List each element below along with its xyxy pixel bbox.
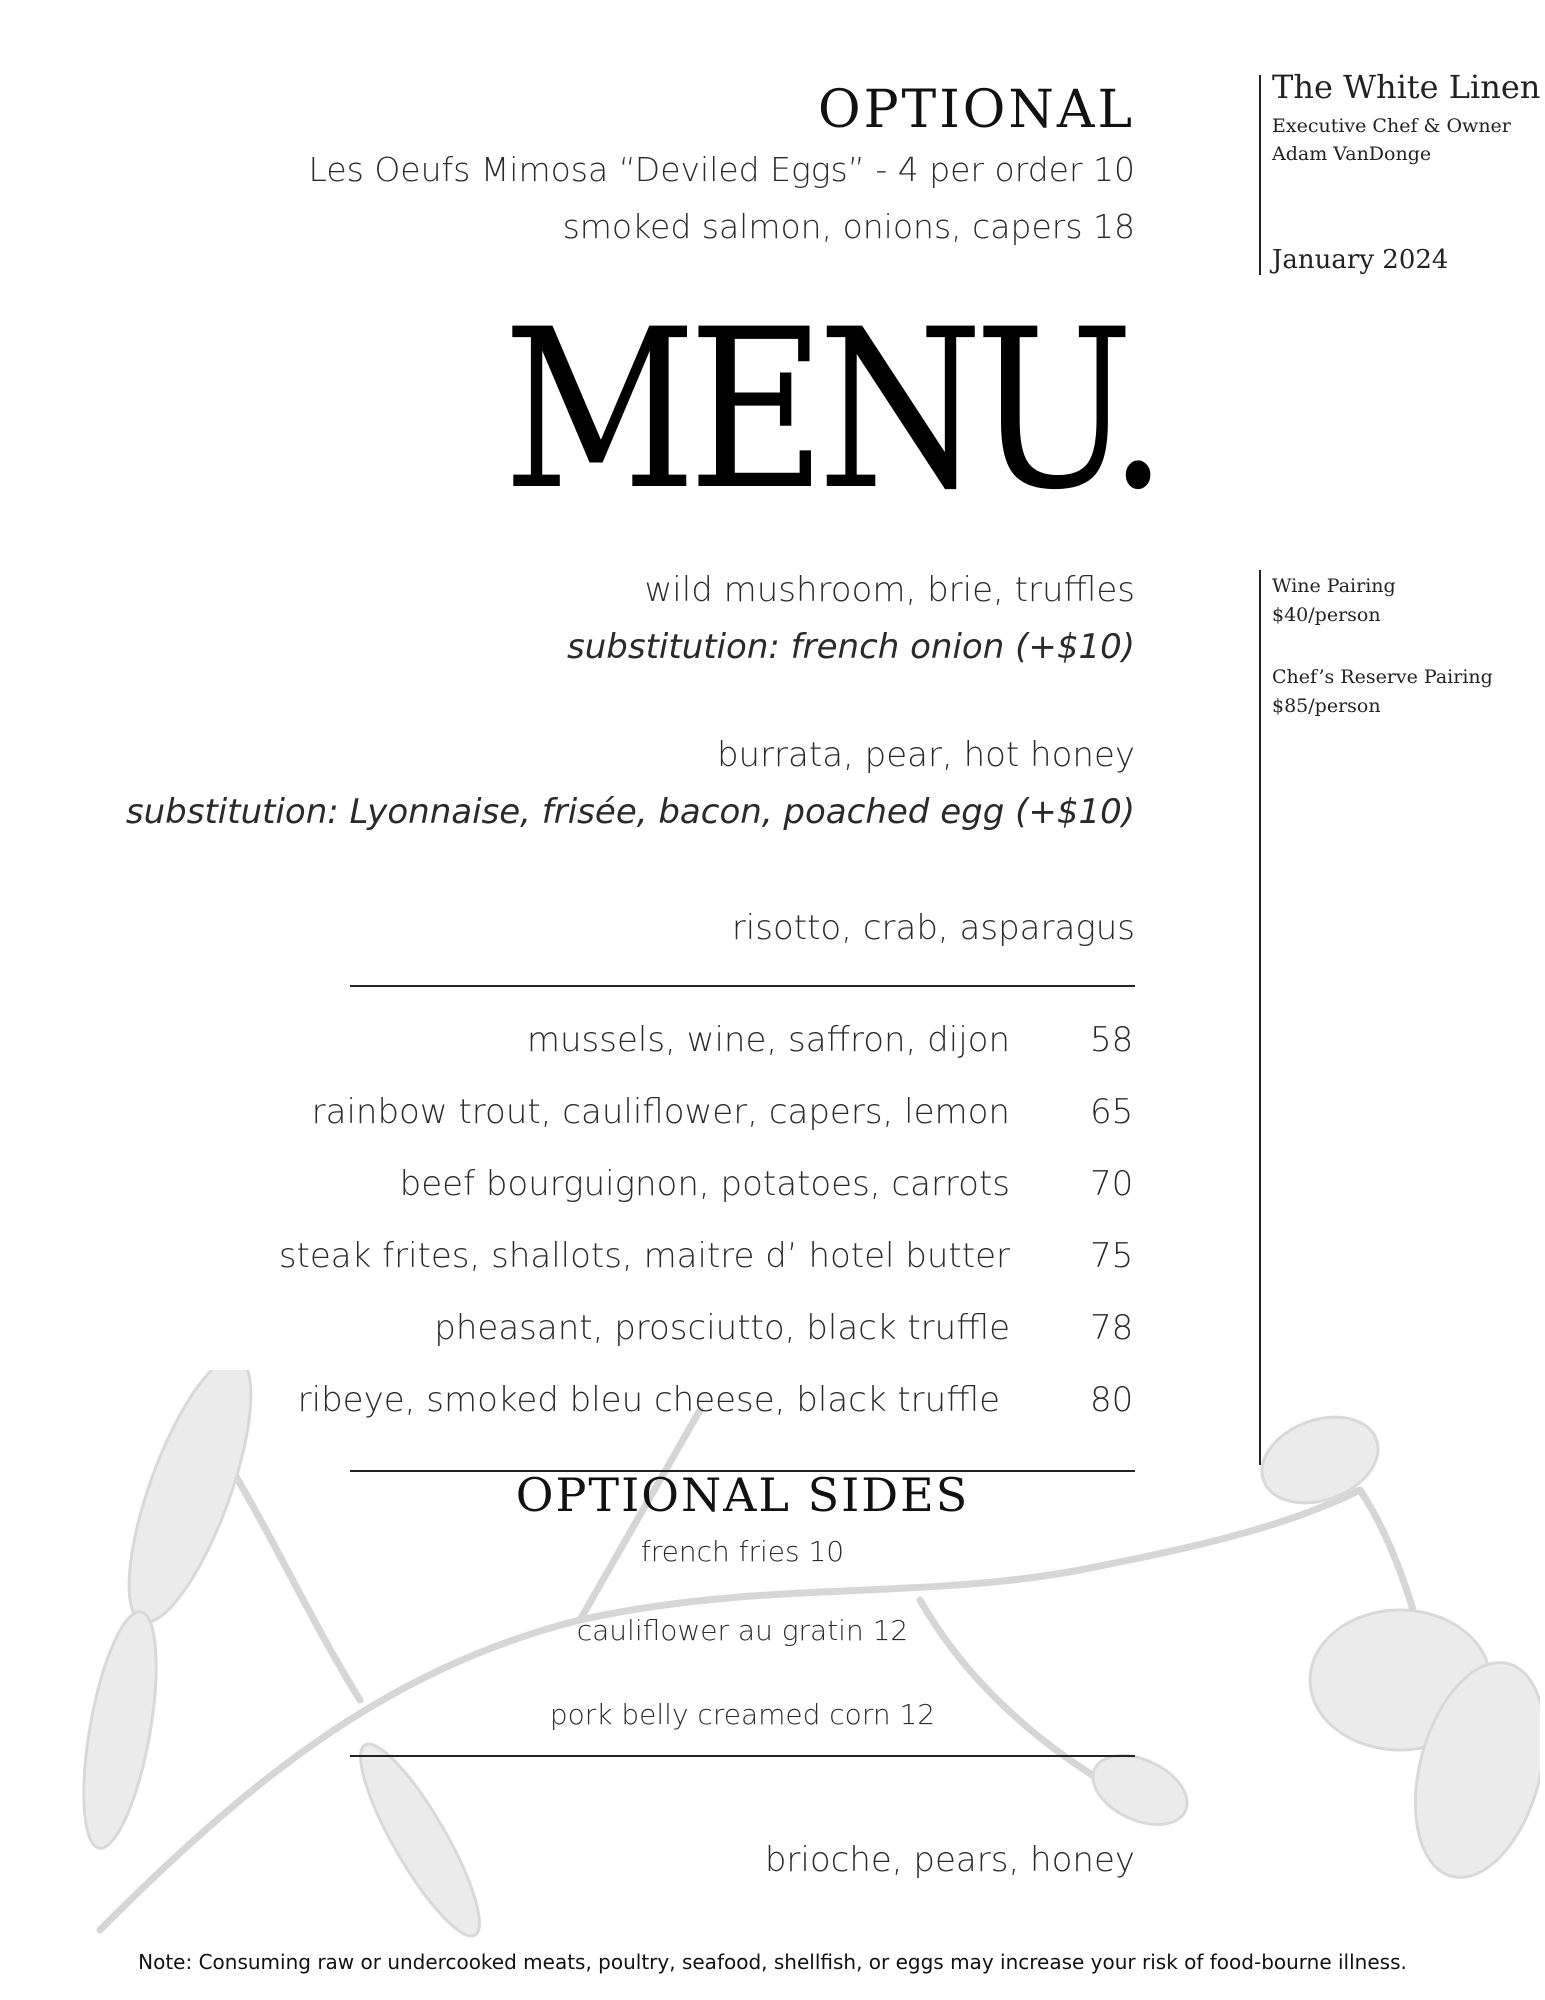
entree-item-name: pheasant, prosciutto, black truffle (434, 1308, 1010, 1348)
entree-item-name: steak frites, shallots, maitre d’ hotel butter (278, 1236, 1010, 1276)
dessert-item: brioche, pears, honey (764, 1840, 1135, 1880)
sidebar-divider-main (1259, 570, 1261, 1465)
side-item: french fries 10 (640, 1535, 845, 1568)
entree-item-price: 58 (1090, 1020, 1134, 1060)
course-second-substitution: substitution: Lyonnaise, frisée, bacon, poached egg (+$10) (125, 792, 1135, 832)
entree-item-name: rainbow trout, cauliflower, capers, lemon (311, 1092, 1010, 1132)
optional-sides-heading: OPTIONAL SIDES (515, 1468, 970, 1522)
entree-item-price: 78 (1090, 1308, 1134, 1348)
entree-item-price: 70 (1090, 1164, 1134, 1204)
menu-date: January 2024 (1272, 245, 1449, 275)
optional-item-smoked-salmon: smoked salmon, onions, capers 18 (562, 207, 1135, 246)
chef-title: Executive Chef & Owner (1272, 115, 1511, 137)
divider-before-entrees (350, 985, 1135, 987)
entree-item-price: 80 (1090, 1380, 1134, 1420)
course-second: burrata, pear, hot honey (716, 735, 1135, 775)
menu-title: MENU. (503, 282, 1160, 538)
wine-pairing-label: Wine Pairing (1272, 575, 1396, 597)
entree-item-name: ribeye, smoked bleu cheese, black truffle (297, 1380, 1000, 1420)
course-first-substitution: substitution: french onion (+$10) (567, 627, 1135, 667)
course-first: wild mushroom, brie, truffles (644, 570, 1135, 610)
side-item: cauliflower au gratin 12 (576, 1614, 909, 1647)
sidebar-divider-top (1259, 75, 1261, 275)
entree-item-price: 75 (1090, 1236, 1134, 1276)
side-item: pork belly creamed corn 12 (549, 1698, 936, 1731)
wine-pairing-price: $40/person (1272, 604, 1381, 626)
entree-item-price: 65 (1090, 1092, 1134, 1132)
chef-name: Adam VanDonge (1272, 143, 1432, 165)
course-third: risotto, crab, asparagus (731, 908, 1135, 948)
entree-item-name: beef bourguignon, potatoes, carrots (399, 1164, 1010, 1204)
optional-heading: OPTIONAL (817, 80, 1135, 140)
reserve-pairing-price: $85/person (1272, 695, 1381, 717)
restaurant-name: The White Linen (1272, 68, 1541, 106)
divider-before-dessert (350, 1755, 1135, 1757)
food-safety-note: Note: Consuming raw or undercooked meats, poultry, seafood, shellfish, or eggs may increase your risk of food-bourne illness. (138, 1950, 1407, 1974)
entree-item-name: mussels, wine, saffron, dijon (526, 1020, 1010, 1060)
optional-item-deviled-eggs: Les Oeufs Mimosa “Deviled Eggs” - 4 per order 10 (308, 150, 1135, 189)
reserve-pairing-label: Chef’s Reserve Pairing (1272, 666, 1493, 688)
